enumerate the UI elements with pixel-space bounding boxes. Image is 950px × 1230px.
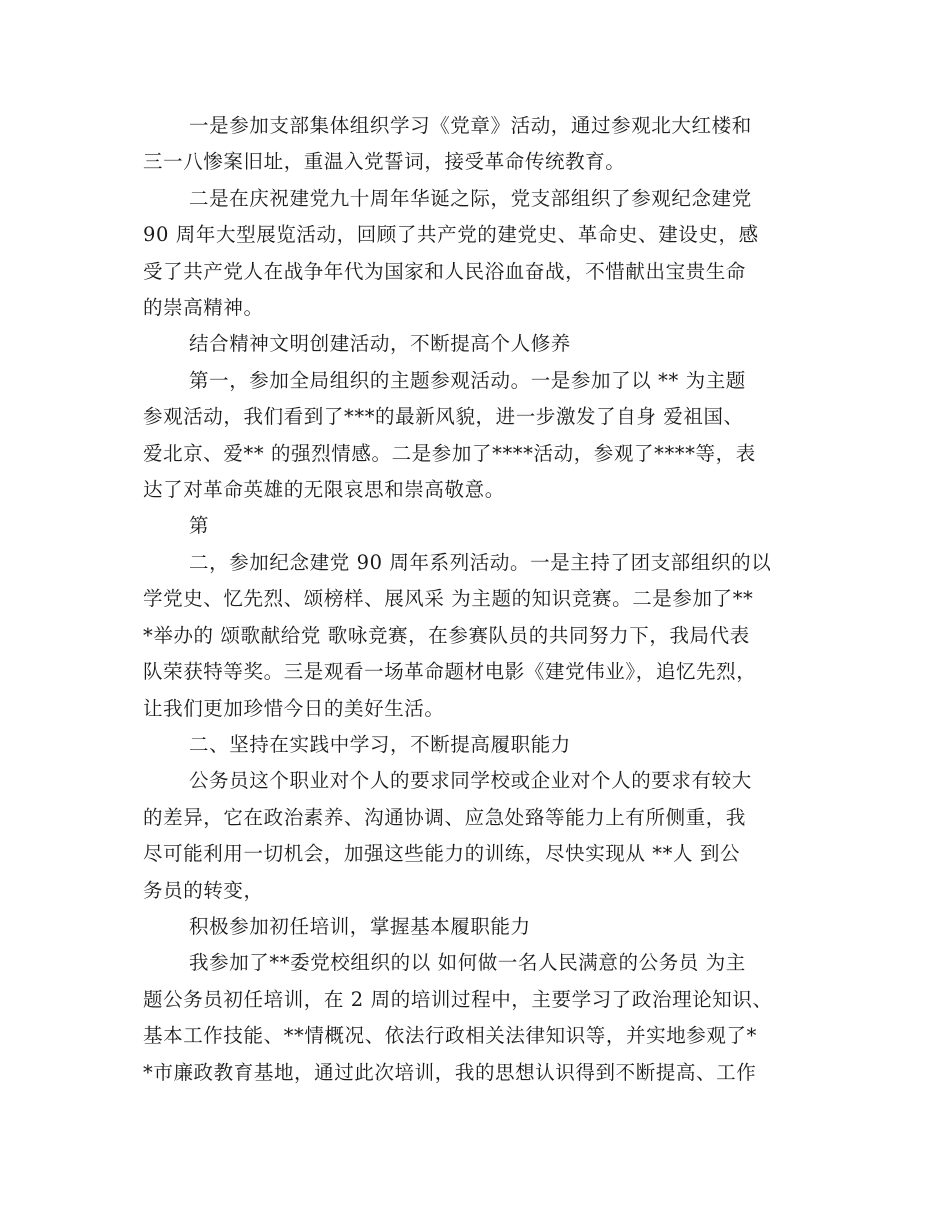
text-line: 达了对革命英雄的无限哀思和崇高敬意。 [143, 478, 505, 502]
text-line: 一是参加支部集体组织学习《党章》活动，通过参观北大红楼和 [189, 114, 752, 137]
text-line: 受了共产党人在战争年代为国家和人民浴血奋战，不惜献出宝贵生命 [143, 259, 747, 283]
paragraph-90th-anniversary-exhibition [143, 181, 807, 327]
text-line: 积极参加初任培训，掌握基本履职能力 [189, 914, 531, 938]
document-body [143, 108, 807, 1091]
text-line: 学党史、忆先烈、颂榜样、展风采 为主题的知识竞赛。二是参加了** [143, 587, 754, 611]
text-line: 90 周年大型展览活动，回顾了共产党的建党史、革命史、建设史，感 [143, 223, 759, 247]
text-line: 让我们更加珍惜今日的美好生活。 [143, 696, 445, 720]
text-line: *市廉政教育基地，通过此次培训，我的思想认识得到不断提高、工作 [143, 1060, 757, 1084]
text-line: 基本工作技能、**情概况、依法行政相关法律知识等，并实地参观了* [143, 1024, 757, 1048]
text-line: 我参加了**委党校组织的以 如何做一名人民满意的公务员 为主 [189, 951, 746, 975]
paragraph-anniversary-activities [143, 545, 807, 727]
heading-practice-learning [143, 727, 807, 763]
paragraph-theme-visit [143, 363, 807, 509]
text-line: 第 [189, 514, 210, 538]
text-line: 的差异，它在政治素养、沟通协调、应急处臵等能力上有所侧重，我 [143, 805, 747, 829]
text-line: 爱北京、爱** 的强烈情感。二是参加了****活动，参观了****等，表 [143, 441, 756, 465]
paragraph-party-school-training [143, 945, 807, 1091]
text-line: 公务员这个职业对个人的要求同学校或企业对个人的要求有较大 [189, 769, 752, 793]
text-line: 队荣获特等奖。三是观看一场革命题材电影《建党伟业》，追忆先烈， [143, 660, 757, 684]
paragraph-study-party-constitution [143, 108, 807, 181]
text-line: 的崇高精神。 [143, 296, 264, 320]
text-line: 题公务员初任培训，在 2 周的培训过程中，主要学习了政治理论知识、 [143, 987, 773, 1011]
text-line: 尽可能利用一切机会，加强这些能力的训练，尽快实现从 **人 到公 [143, 842, 741, 866]
text-line: 二，参加纪念建党 90 周年系列活动。一是主持了团支部组织的以 [189, 550, 772, 574]
paragraph-civil-servant-requirements [143, 763, 807, 909]
text-line: 第一，参加全局组织的主题参观活动。一是参加了以 ** 为主题 [189, 368, 746, 392]
text-line: 二是在庆祝建党九十周年华诞之际，党支部组织了参观纪念建党 [189, 186, 752, 210]
text-line: 三一八惨案旧址，重温入党誓词，接受革命传统教育。 [143, 150, 626, 174]
text-line: 务员的转变， [143, 878, 264, 902]
text-line: 结合精神文明创建活动，不断提高个人修养 [189, 332, 571, 356]
heading-initial-training [143, 909, 807, 945]
heading-spiritual-civilization [143, 326, 807, 362]
text-line: 二、坚持在实践中学习，不断提高履职能力 [189, 732, 571, 756]
paragraph-fragment [143, 508, 807, 544]
text-line: *举办的 颂歌献给党 歌咏竞赛，在参赛队员的共同努力下，我局代表 [143, 623, 750, 647]
text-line: 参观活动，我们看到了***的最新风貌，进一步激发了自身 爱祖国、 [143, 405, 744, 429]
